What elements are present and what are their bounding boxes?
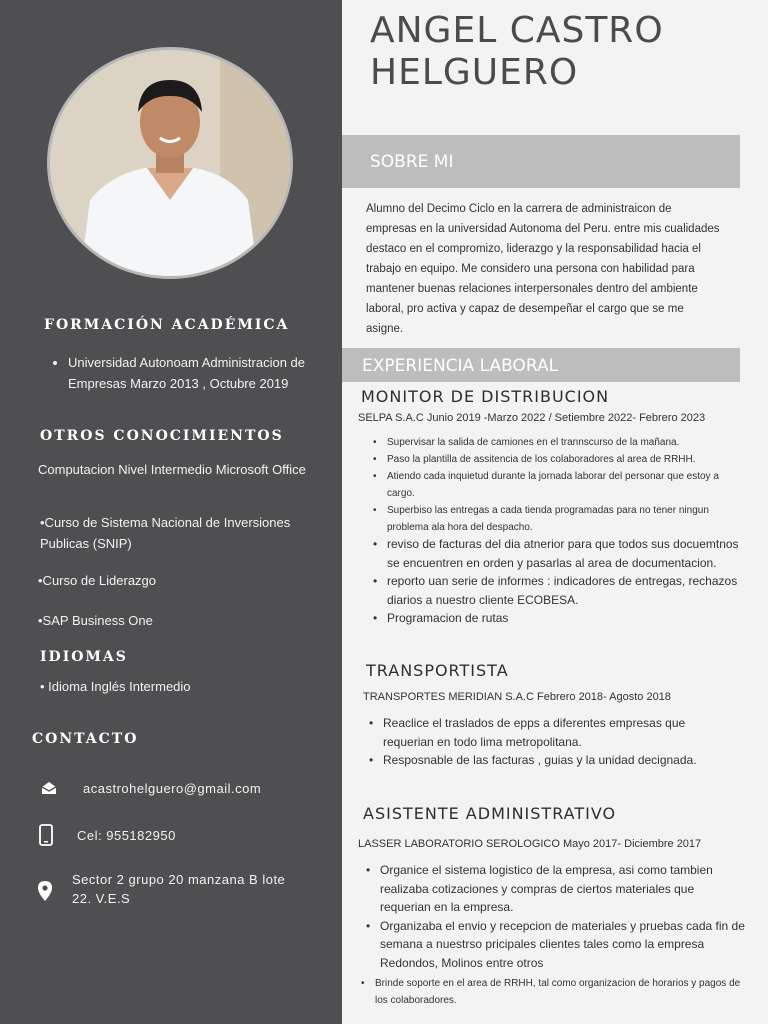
otros-item-1: •Curso de Sistema Nacional de Inversiones Publicas (SNIP) [40, 515, 291, 551]
location-pin-icon [37, 880, 57, 900]
otros-item-2: •Curso de Liderazgo [38, 573, 157, 588]
job-company: SELPA S.A.C Junio 2019 -Marzo 2022 / Setiembre 2022- Febrero 2023 [358, 412, 706, 424]
job-bullets [363, 714, 703, 770]
contacto-heading: CONTACTO [32, 731, 139, 747]
email-icon [40, 779, 60, 799]
candidate-name [370, 10, 664, 94]
list-item: • Organice el sistema logistico de la empresa, asi como tambien realizaba cotizaciones y compras de ciertos materiales que requerian en la empresa. [360, 861, 745, 917]
formacion-heading: FORMACIÓN ACADÉMICA [44, 317, 290, 333]
list-item: • Brinde soporte en el area de RRHH, tal como organizacion de horarios y pagos de los colaboradores. [355, 975, 750, 1009]
formacion-list [52, 352, 322, 394]
job-title: MONITOR DE DISTRIBUCION [361, 387, 610, 406]
contact-email[interactable]: acastrohelguero@gmail.com [83, 781, 262, 796]
profile-photo [47, 47, 293, 279]
formacion-item: • Universidad Autonoam Administracion de Empresas Marzo 2013 , Octubre 2019 [68, 352, 322, 394]
list-item: • Reaclice el traslados de epps a diferentes empresas que requerian en todo lima metropolitana. [363, 714, 703, 751]
experiencia-heading: EXPERIENCIA LABORAL [362, 356, 559, 376]
contact-address: Sector 2 grupo 20 manzana B lote 22. V.E.S [72, 872, 286, 906]
list-item: • Supervisar la salida de camiones en el trannscurso de la mañana. [367, 434, 742, 451]
sobre-mi-text: Alumno del Decimo Ciclo en la carrera de administraicon de empresas en la universidad Autonoma del Peru. entre mis cualidades destaco en el compromizo, liderazgo y la responsabilidad hacia el trabajo en equipo. Me considero una persona con habilidad para mantener buenas relaciones interpersonales dentro del ambiente laboral, pro activa y capaz de desempeñar el cargo que se me asigne. [366, 203, 720, 335]
job-title: TRANSPORTISTA [366, 661, 509, 680]
otros-item-0: Computacion Nivel Intermedio Microsoft Office [38, 462, 306, 477]
list-item: • Resposnable de las facturas , guias y la unidad decignada. [363, 751, 703, 770]
list-item: • Superbiso las entregas a cada tienda programadas para no tener ningun problema ala hora del despacho. [367, 502, 742, 536]
name-line2: HELGUERO [370, 52, 579, 93]
list-item: • reviso de facturas del dia atnerior para que todos sus docuemtnos se encuentren en orden y pasarlas al area de documentacion. [367, 535, 742, 572]
job-bullets-small [367, 434, 742, 536]
idiomas-heading: IDIOMAS [40, 649, 128, 665]
contact-phone: Cel: 955182950 [77, 828, 176, 843]
list-item: • reporto uan serie de informes : indicadores de entregas, rechazos diarios a nuestro cliente ECOBESA. [367, 572, 742, 609]
name-line1: ANGEL CASTRO [370, 10, 664, 51]
experiencia-band [342, 348, 740, 382]
job-bullets [367, 535, 742, 628]
otros-item-3: •SAP Business One [38, 613, 153, 628]
phone-icon [39, 824, 59, 844]
list-item: • Paso la plantilla de assitencia de los colaboradores al area de RRHH. [367, 451, 742, 468]
job-company: LASSER LABORATORIO SEROLOGICO Mayo 2017- Diciembre 2017 [358, 838, 702, 850]
list-item: • Programacion de rutas [367, 609, 742, 628]
sidebar [0, 0, 342, 1024]
otros-heading: OTROS CONOCIMIENTOS [40, 428, 284, 444]
job-bullets-small [355, 975, 750, 1009]
list-item: • Atiendo cada inquietud durante la jornada laborar del personar que estoy a cargo. [367, 468, 742, 502]
sobre-mi-heading: SOBRE MI [370, 152, 454, 172]
job-title: ASISTENTE ADMINISTRATIVO [363, 804, 617, 823]
job-company: TRANSPORTES MERIDIAN S.A.C Febrero 2018- Agosto 2018 [363, 691, 671, 703]
list-item: • Organizaba el envio y recepcion de materiales y pruebas cada fin de semana a nuestrso pricipales clientes tales como la empresa Redondos, Molinos entre otros [360, 917, 745, 973]
sobre-mi-band [342, 135, 740, 188]
job-bullets [360, 861, 745, 972]
idiomas-item: • Idioma Inglés Intermedio [40, 679, 191, 694]
